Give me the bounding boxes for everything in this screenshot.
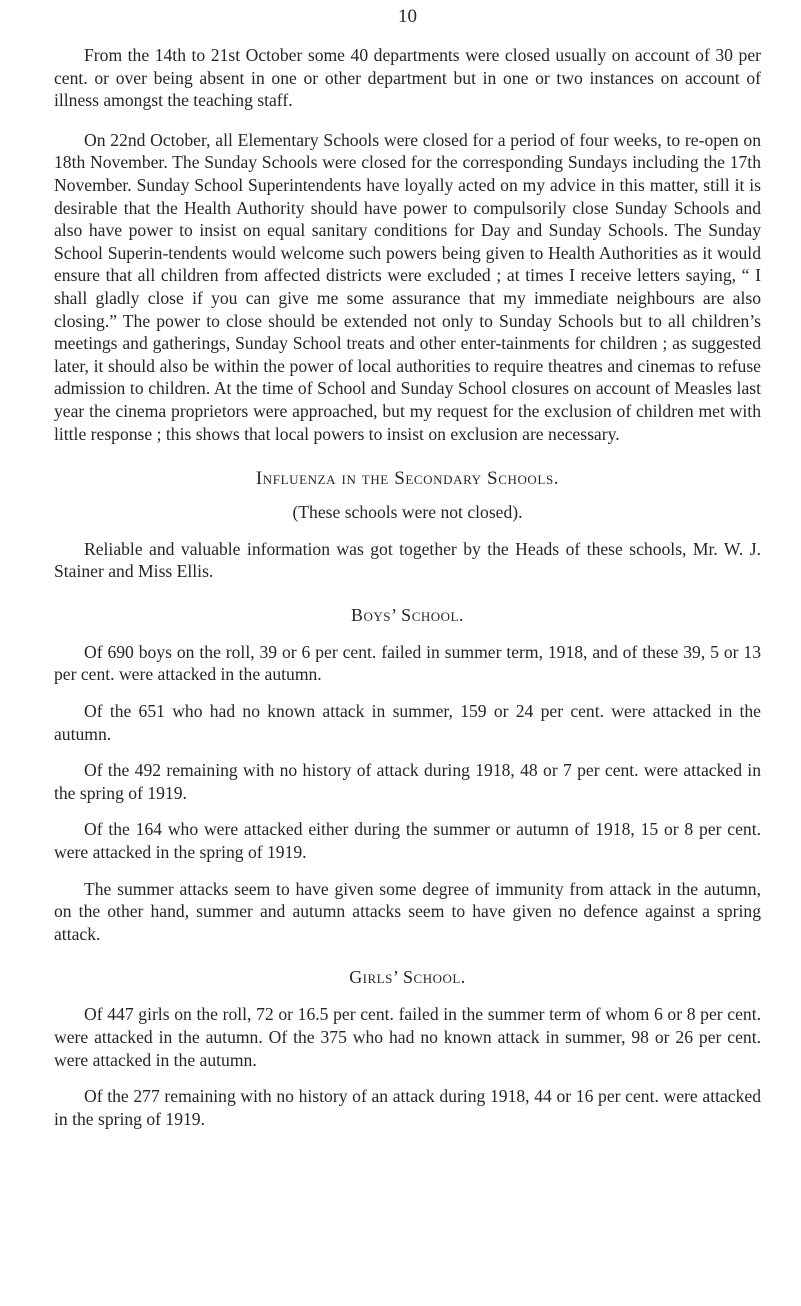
paragraph-department-closures: From the 14th to 21st October some 40 departments were closed usually on account of 30 per cent. or over being absent in one or other department but in one or two instances on account of illness amongst the teaching staff.	[54, 45, 761, 111]
subheading-boys-school: Boys’ School.	[351, 604, 464, 625]
paragraph-girls-spring: Of the 277 remaining with no history of an attack during 1918, 44 or 16 per cent. were attacked in the spring of 1919.	[54, 1086, 761, 1129]
paragraph-elementary-closures: On 22nd October, all Elementary Schools were closed for a period of four weeks, to re-open on 18th November. The Sunday Schools were closed for the corresponding Sundays including the 17th November. Sunday School Superintendents have loyally acted on my advice in this matter, still it is desirable that the Health Authority should have power to compulsorily close Sunday Schools and also have power to insist on equal sanitary conditions for Day and Sunday Schools. The Sunday School Superin-tendents would welcome such powers being given to Health Authorities as it would ensure that all children from affected districts were excluded ; at times I receive letters saying, “ I shall gladly close if you can give me some assurance that my immediate neighbours are also closing.” The power to close should be extended not only to Sunday Schools but to all children’s meetings and gatherings, Sunday School treats and other enter-tainments for children ; as suggested later, it should also be within the power of local authorities to require theatres and cinemas to refuse admission to children. At the time of School and Sunday School closures on account of Measles last year the cinema proprietors were approached, but my request for the exclusion of children met with little response ; this shows that local powers to insist on exclusion are necessary.	[54, 129, 761, 444]
paragraph-boys-roll: Of 690 boys on the roll, 39 or 6 per cent. failed in summer term, 1918, and of these 39, 5 or 13 per cent. were attacked in the autumn.	[54, 641, 761, 685]
paragraph-boys-repeat-attacks: Of the 164 who were attacked either during the summer or autumn of 1918, 15 or 8 per cent. were attacked in the spring of 1919.	[54, 819, 761, 863]
page-number: 10	[398, 6, 417, 27]
paragraph-boys-immunity: The summer attacks seem to have given some degree of immunity from attack in the autumn, on the other hand, summer and autumn attacks seem to have given no defence against a spring attack.	[54, 878, 761, 944]
paragraph-boys-autumn: Of the 651 who had no known attack in summer, 159 or 24 per cent. were attacked in the autumn.	[54, 701, 761, 744]
paragraph-girls-roll: Of 447 girls on the roll, 72 or 16.5 per cent. failed in the summer term of whom 6 or 8 per cent. were attacked in the autumn. Of the 375 who had no known attack in summer, 98 or 26 per cent. were attacked in the autumn.	[54, 1004, 761, 1070]
paragraph-boys-spring: Of the 492 remaining with no history of attack during 1918, 48 or 7 per cent. were attacked in the spring of 1919.	[54, 760, 761, 803]
section-heading-secondary-schools: Influenza in the Secondary Schools.	[255, 468, 560, 490]
secondary-schools-note: (These schools were not closed).	[292, 502, 523, 523]
paragraph-secondary-intro: Reliable and valuable information was got together by the Heads of these schools, Mr. W. J. Stainer and Miss Ellis.	[54, 538, 761, 582]
subheading-girls-school: Girls’ School.	[349, 967, 466, 988]
